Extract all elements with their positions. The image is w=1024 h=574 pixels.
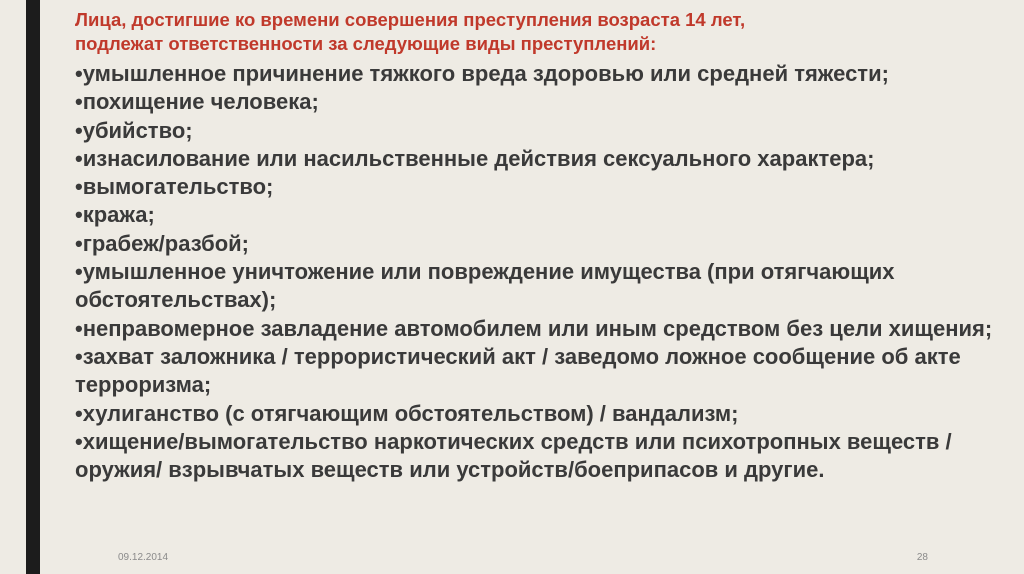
slide-content	[75, 8, 1005, 484]
crime-list	[75, 60, 1005, 484]
page-number: 28	[916, 552, 928, 563]
list-item: •умышленное уничтожение или повреждение имущества (при отягчающих обстоятельствах);	[75, 259, 895, 313]
intro-line-2: подлежат ответственности за следующие виды преступлений:	[75, 33, 657, 54]
intro-text	[75, 8, 1005, 56]
list-item: •кража;	[75, 202, 155, 228]
left-accent-bar	[26, 0, 40, 574]
list-item: •изнасилование или насильственные действия сексуального характера;	[75, 145, 875, 171]
list-item: •неправомерное завладение автомобилем или иным средством без цели хищения;	[75, 315, 993, 341]
list-item: •хулиганство (с отягчающим обстоятельством) / вандализм;	[75, 400, 739, 426]
list-item: •хищение/вымогательство наркотических средств или психотропных веществ / оружия/ взрывчатых веществ или устройств/боеприпасов и другие.	[75, 428, 952, 483]
list-item: •умышленное причинение тяжкого вреда здоровью или средней тяжести;	[75, 61, 889, 86]
footer-date: 09.12.2014	[118, 552, 169, 563]
list-item: •убийство;	[75, 117, 193, 143]
list-item: •вымогательство;	[75, 174, 274, 200]
intro-line-1: Лица, достигшие ко времени совершения преступления возраста 14 лет,	[75, 9, 746, 30]
list-item: •грабеж/разбой;	[75, 230, 249, 256]
list-item: •захват заложника / террористический акт / заведомо ложное сообщение об акте терроризма;	[75, 343, 961, 398]
list-item: •похищение человека;	[75, 89, 319, 115]
